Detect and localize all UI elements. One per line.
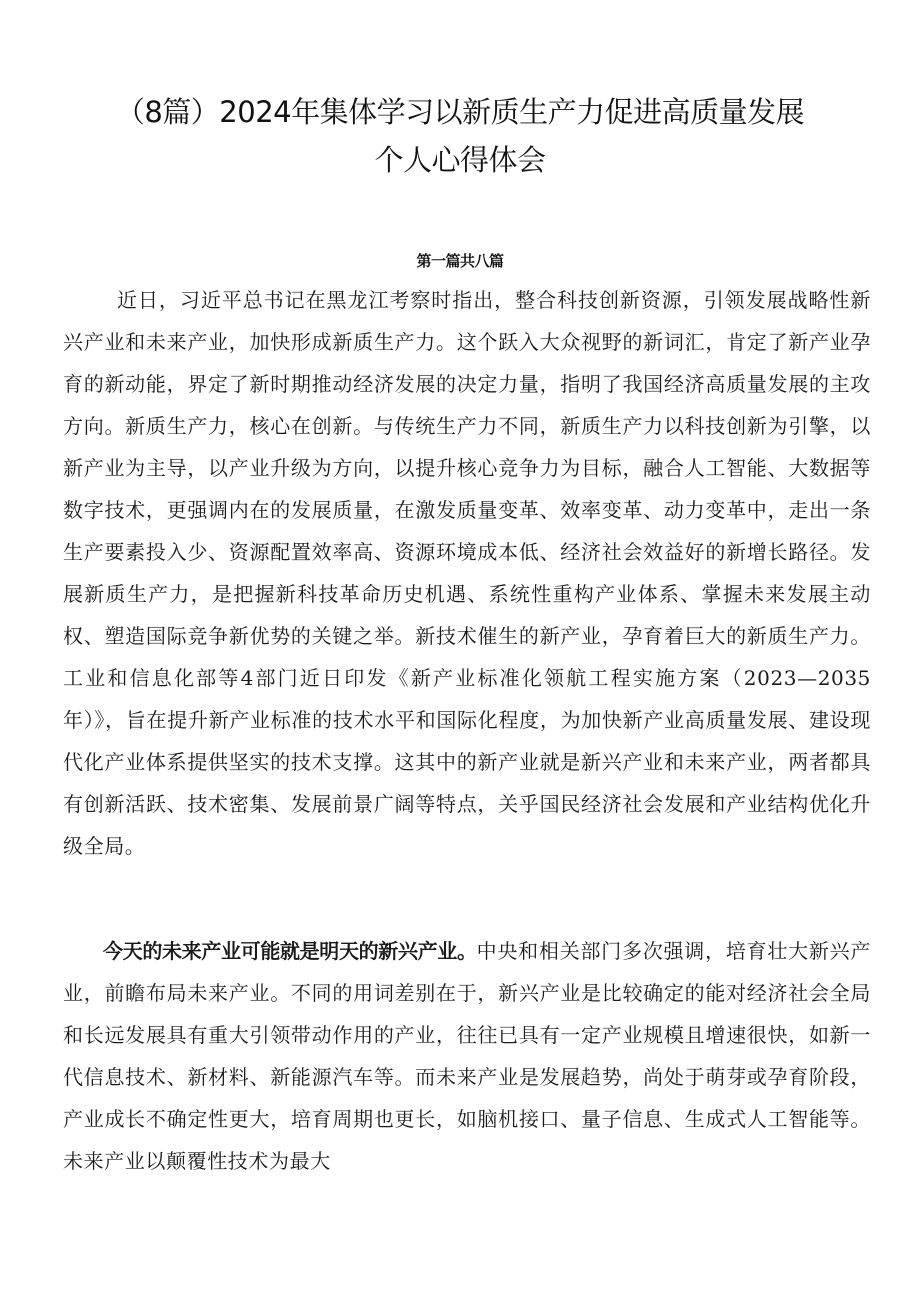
paragraph-2-body: 中央和相关部门多次强调，培育壮大新兴产业，前瞻布局未来产业。不同的用词差别在于，新兴产业是比较确定的能对经济社会全局和长远发展具有重大引领带动作用的产业，往往已具有一定产业规模且增速很快，如新一代信息技术、新材料、新能源汽车等。而未来产业是发展趋势，尚处于萌芽或孕育阶段，产业成长不确定性更大，培育周期也更长，如脑机接口、量子信息、生成式人工智能等。未来产业以颠覆性技术为最大 [63, 939, 872, 1173]
paragraph-2-lead: 今天的未来产业可能就是明天的新兴产业。 [103, 939, 477, 963]
paragraph-1: 近日，习近平总书记在黑龙江考察时指出，整合科技创新资源，引领发展战略性新兴产业和未来产业，加快形成新质生产力。这个跃入大众视野的新词汇，肯定了新产业孕育的新动能，界定了新时期推动经济发展的决定力量，指明了我国经济高质量发展的主攻方向。新质生产力，核心在创新。与传统生产力不同，新质生产力以科技创新为引擎，以新产业为主导，以产业升级为方向，以提升核心竞争力为目标，融合人工智能、大数据等数字技术，更强调内在的发展质量，在激发质量变革、效率变革、动力变革中，走出一条生产要素投入少、资源配置效率高、资源环境成本低、经济社会效益好的新增长路径。发展新质生产力，是把握新科技革命历史机遇、系统性重构产业体系、掌握未来发展主动权、塑造国际竞争新优势的关键之举。新技术催生的新产业，孕育着巨大的新质生产力。工业和信息化部等4部门近日印发《新产业标准化领航工程实施方案（2023—2035年）》，旨在提升新产业标准的技术水平和国际化程度，为加快新产业高质量发展、建设现代化产业体系提供坚实的技术支撑。这其中的新产业就是新兴产业和未来产业，两者都具有创新活跃、技术密集、发展前景广阔等特点，关乎国民经济社会发展和产业结构优化升级全局。 [63, 288, 871, 858]
document-title-line-1: （8篇）2024年集体学习以新质生产力促进高质量发展 [115, 95, 805, 129]
paragraph-2 [63, 930, 871, 1182]
document-title-line-2: 个人心得体会 [374, 143, 546, 177]
section-heading: 第一篇共八篇 [416, 252, 504, 270]
